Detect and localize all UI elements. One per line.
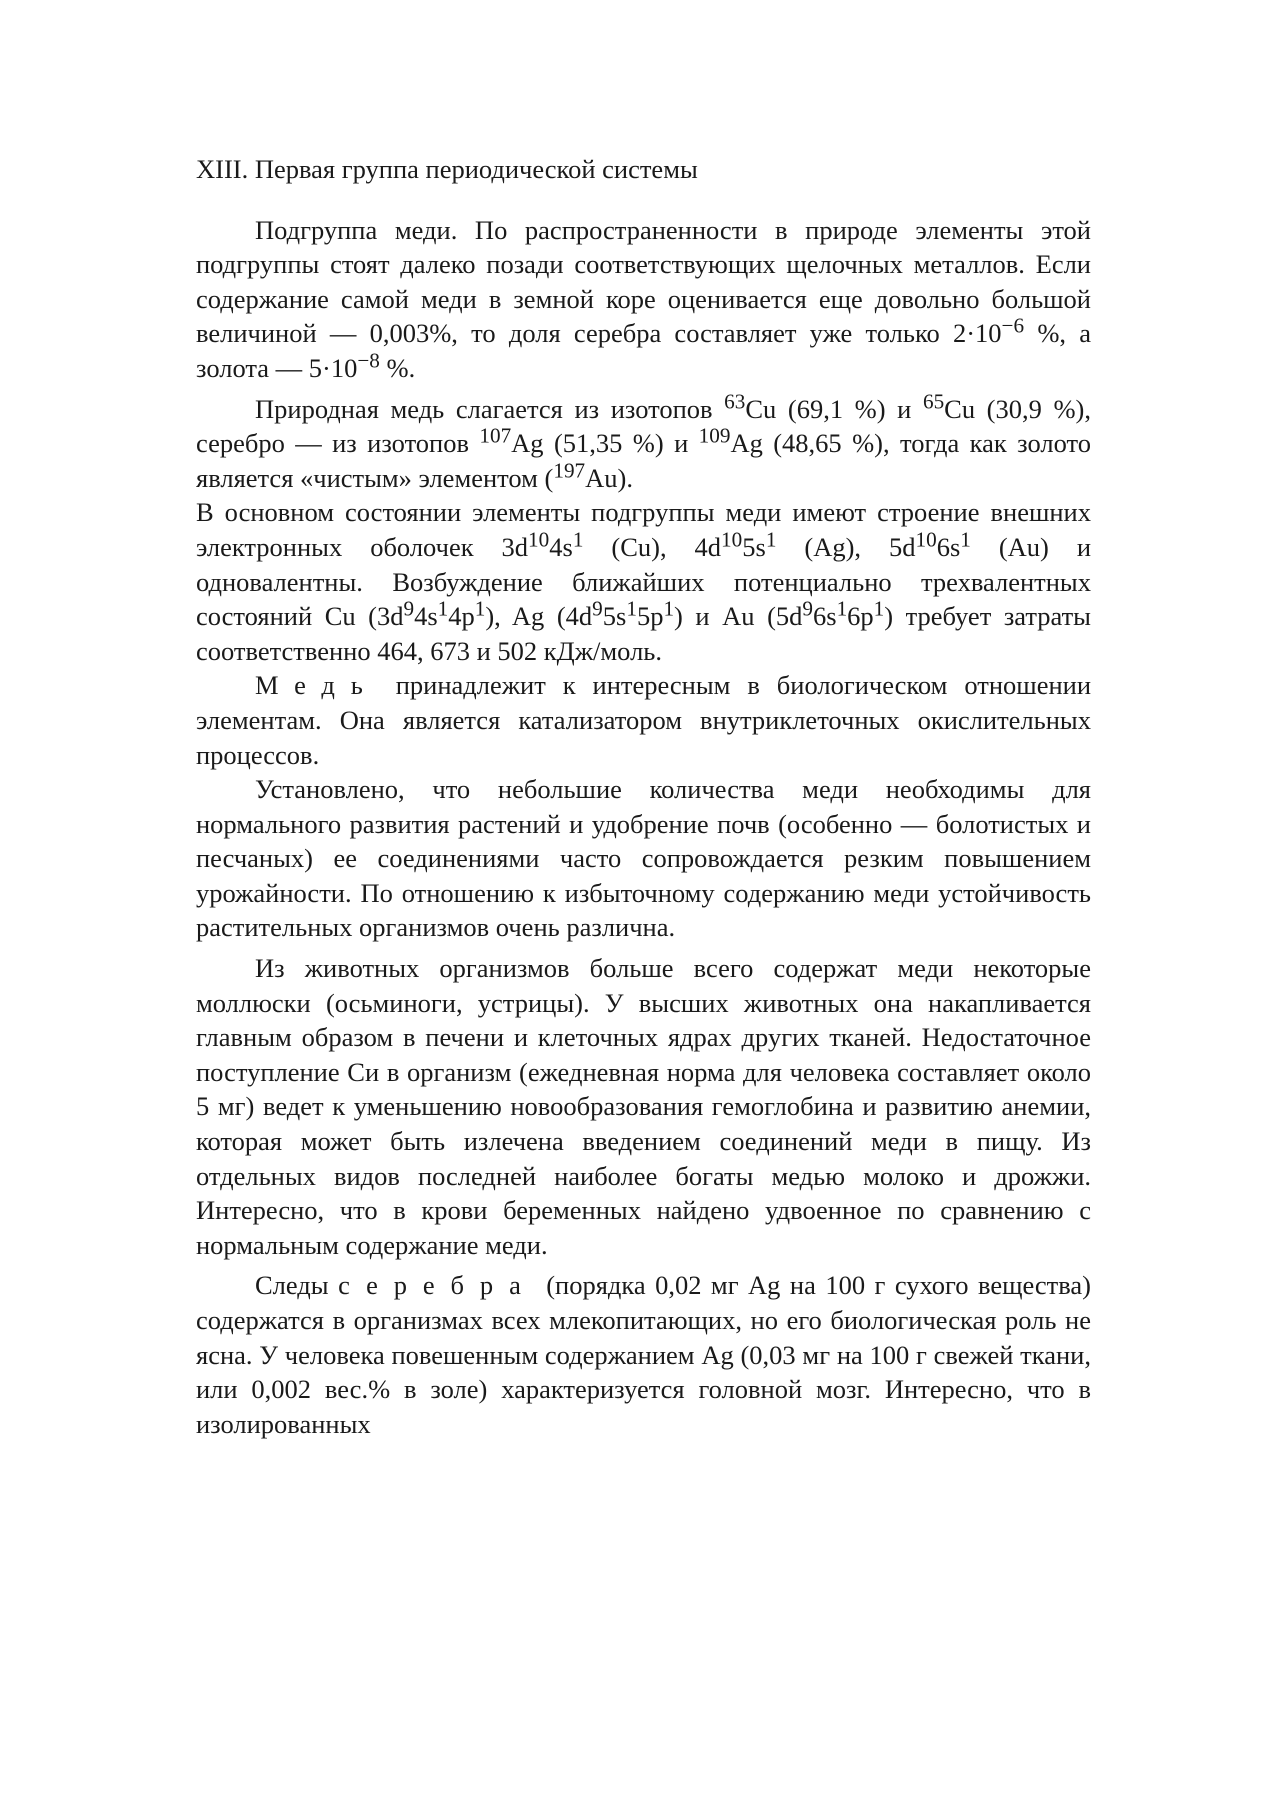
spaced-term-silver: серебра [338, 1270, 537, 1301]
paragraph-copper-biology: Медь принадлежит к интересным в биологическом отношении элементам. Она является катализатором внутриклеточных окислительных процессов. [196, 670, 1091, 770]
chapter-heading: XIII. Первая группа периодической системы [196, 154, 698, 184]
paragraph-plants: Установлено, что небольшие количества меди необходимы для нормального развития растений и удобрение почв (особенно — болотистых и песчаных) ее соединениями часто сопровождается резким повышением урожайности. По отношению к избыточному содержанию меди устойчивость растительных организмов очень различна. [196, 774, 1091, 943]
paragraph-silver: Следы серебра (порядка 0,02 мг Ag на 100 г сухого вещества) содержатся в организмах всех млекопитающих, но его биологическая роль не ясна. У человека повешенным содержанием Ag (0,03 мг на 100 г свежей ткани, или 0,002 вес.% в золе) характеризуется головной мозг. Интересно, что в изолированных [196, 1270, 1091, 1439]
paragraph-isotopes: Природная медь слагается из изотопов $^{63}$Cu (69,1 %) и $^{65}$Cu (30,9 %), серебро — из изотопов $^{107}$Ag (51,35 %) и $^{109}$Ag (48,65 %), тогда как золото является «чистым» элементом ($^{197}$Au). [196, 389, 1092, 493]
paragraph-electron-shells: В основном состоянии элементы подгруппы меди имеют строение внешних электронных оболочек $3d^{10}4s^1$ (Cu), $4d^{10}5s^1$ (Ag), $5d^{10}6s^1$ (Au) и одновалентны. Возбуждение ближайших потенциально трехвалентных состояний Cu $(3d^94s^14p^1)$, Ag $(4d^95s^15p^1)$ и Au $(5d^96s^16p^1)$ требует затраты соответственно 464, 673 и 502 кДж/моль. [196, 497, 1092, 666]
paragraph-animals: Из животных организмов больше всего содержат меди некоторые моллюски (осьминоги, устрицы). У высших животных она накапливается главным образом в печени и клеточных ядрах других тканей. Недостаточное поступление Си в организм (ежедневная норма для человека составляет около 5 мг) ведет к уменьшению новообразования гемоглобина и развитию анемии, которая может быть излечена введением соединений меди в пищу. Из отдельных видов последней наиболее богаты медью молоко и дрожжи. Интересно, что в крови беременных найдено удвоенное по сравнению с нормальным содержание меди. [196, 953, 1091, 1260]
paragraph-copper-subgroup: Подгруппа меди. По распространенности в природе элементы этой подгруппы стоят далеко позади соответствующих щелочных металлов. Если содержание самой меди в земной коре оценивается еще довольно большой величиной — 0,003%, то доля серебра составляет уже только $2\cdot 10^{-6}$ %, а золота — $5\cdot 10^{-8}$ %. [196, 214, 1091, 383]
document-page [196, 152, 1091, 1441]
spaced-term-copper: Медь [255, 670, 379, 701]
